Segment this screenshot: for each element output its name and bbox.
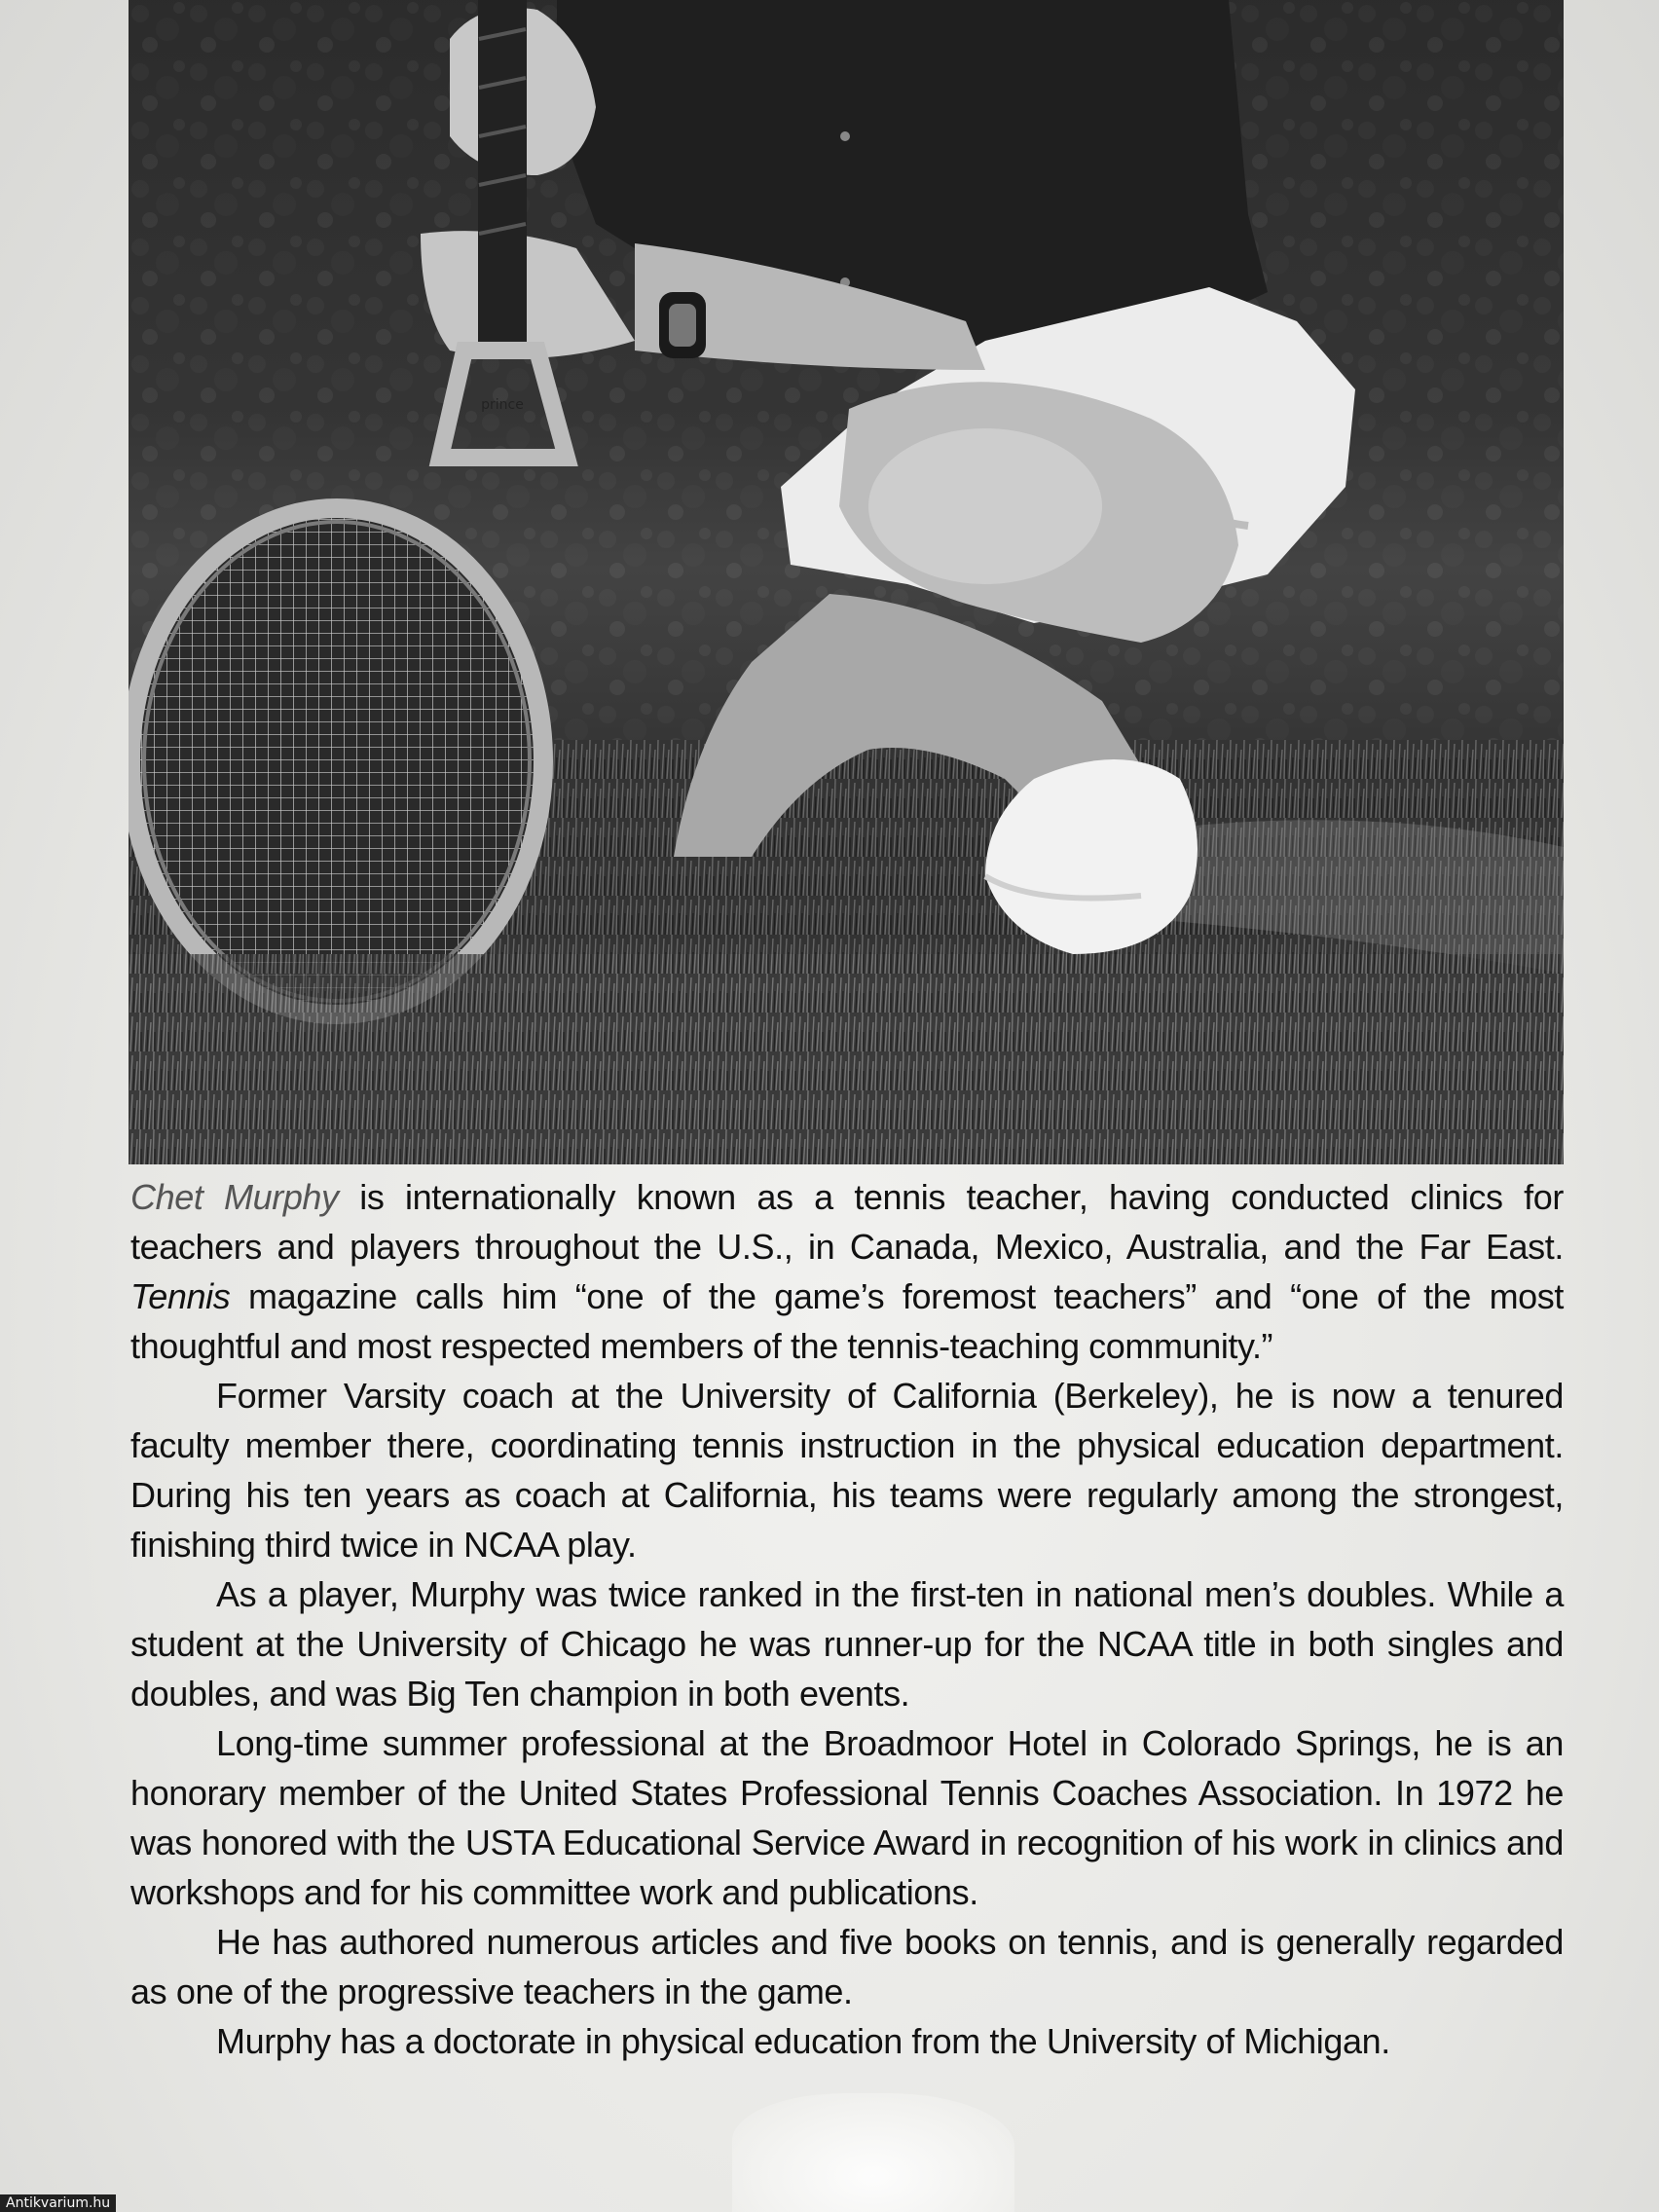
paper-stain [732,2093,1014,2212]
racket-brand-text: prince [481,397,524,413]
bio-paragraph-6: Murphy has a doctorate in physical education from the University of Michigan. [216,2021,1390,2061]
author-name: Chet Murphy [130,1177,339,1217]
watermark: Antikvarium.hu [0,2194,116,2212]
bio-paragraph-3: As a player, Murphy was twice ranked in the first-ten in national men’s doubles. While a student at the University of Chicago he was runner-up for the NCAA title in both singles and doubles, and was Big Ten champion in both events. [130,1574,1564,1714]
bio-paragraph-1 [130,1172,1564,1371]
bio-paragraph-1-text-b: magazine calls him “one of the game’s foremost teachers” and “one of the most thoughtful and most respected members of the tennis-teaching community.” [130,1276,1564,1366]
bio-paragraph-4: Long-time summer professional at the Broadmoor Hotel in Colorado Springs, he is an honorary member of the United States Professional Tennis Coaches Association. In 1972 he was honored with the USTA Educational Service Award in recognition of his work in clinics and workshops and for his committee work and publications. [130,1723,1564,1912]
bio-paragraph-5: He has authored numerous articles and five books on tennis, and is generally regarded as one of the progressive teachers in the game. [130,1922,1564,2011]
author-photo [129,0,1564,1164]
bio-paragraph-1-text-a: is internationally known as a tennis teacher, having conducted clinics for teachers and players throughout the U.S., in Canada, Mexico, Australia, and the Far East. [130,1177,1564,1267]
author-biography [130,1172,1564,2066]
bio-paragraph-2: Former Varsity coach at the University of California (Berkeley), he is now a tenured faculty member there, coordinating tennis instruction in the physical education department. During his ten years as coach at California, his teams were regularly among the strongest, finishing third twice in NCAA play. [130,1376,1564,1565]
author-photo-illustration [129,0,1564,1164]
magazine-name: Tennis [130,1276,231,1316]
